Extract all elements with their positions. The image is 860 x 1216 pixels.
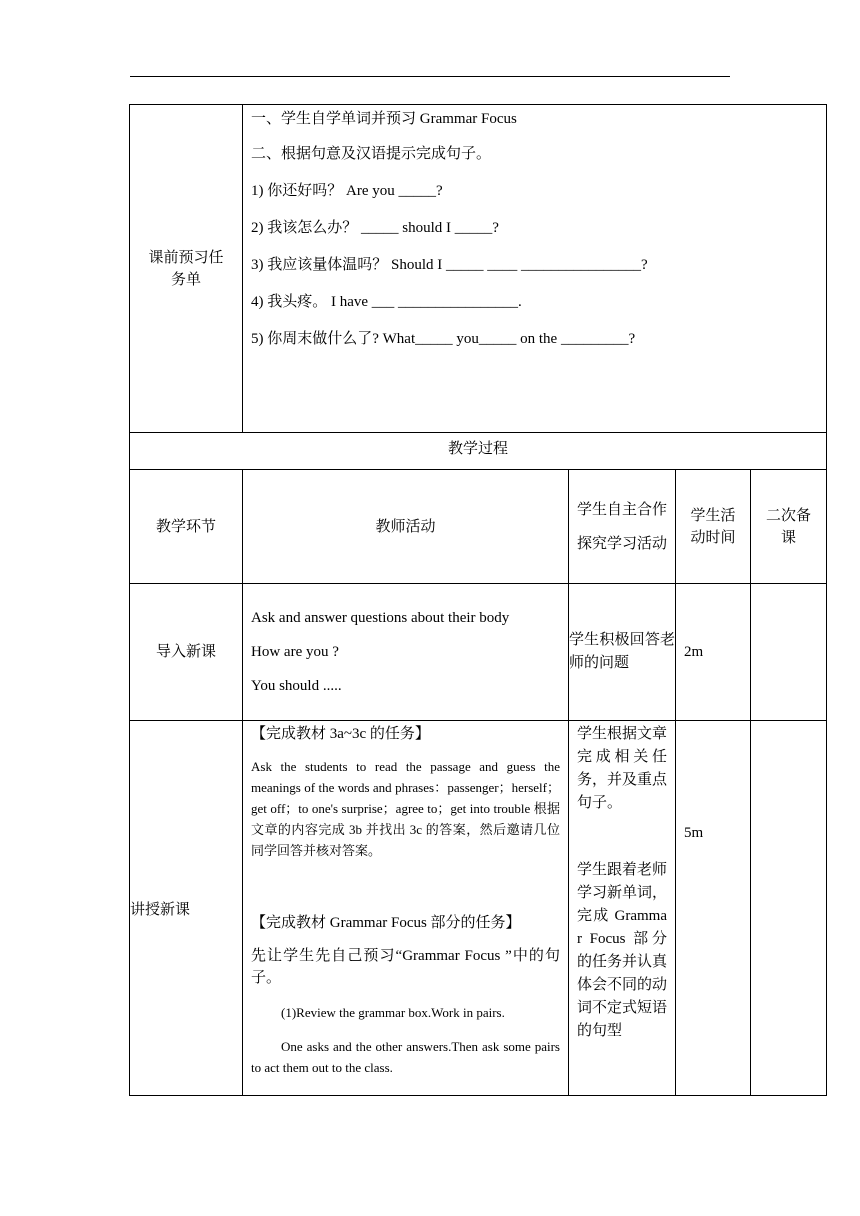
preview-label: 课前预习任务单 xyxy=(148,249,224,288)
lesson-plan-table xyxy=(129,104,827,1096)
intro-row xyxy=(130,584,827,721)
teach-student-2: 学生跟着老师学习新单词，完成 Grammar Focus 部分的任务并认真体会不同的动词不定式短语的句型 xyxy=(577,862,668,1039)
preview-line-4: 2) 我该怎么办？ _____ should I _____? xyxy=(251,220,499,236)
header-stage: 教学环节 xyxy=(130,470,243,584)
intro-stage: 导入新课 xyxy=(130,584,243,721)
intro-teacher-cell xyxy=(243,584,569,721)
intro-teacher-line-1: Ask and answer questions about their body xyxy=(251,610,510,626)
preview-line-7: 5) 你周末做什么了? What_____ you_____ on the _________? xyxy=(251,331,636,347)
intro-time: 2m xyxy=(676,584,751,721)
preview-line-5: 3) 我应该量体温吗？ Should I _____ ____ ________________? xyxy=(251,257,648,273)
header-student-cell xyxy=(569,470,676,584)
teach-second xyxy=(751,721,827,1096)
teach-student-1: 学生根据文章完成相关任务，并及重点句子。 xyxy=(577,726,668,811)
task1-title: 【完成教材 3a~3c 的任务】 xyxy=(251,726,430,742)
header-second: 二次备课 xyxy=(751,470,827,584)
teach-stage: 讲授新课 xyxy=(130,721,243,1096)
preview-line-2: 二、根据句意及汉语提示完成句子。 xyxy=(251,146,492,162)
task1-body: Ask the students to read the passage and guess the meanings of the words and phrases：passenger；herself；get off；to one's surprise；agree to；get into trouble 根据文章的内容完成 3b 并找出 3c 的答案，然后邀请几位同学回答并核对答案。 xyxy=(251,759,560,858)
preview-row xyxy=(130,105,827,433)
teach-row xyxy=(130,721,827,1096)
preview-label-cell xyxy=(130,105,243,433)
step1: (1)Review the grammar box.Work in pairs. xyxy=(281,1005,505,1020)
teach-teacher-cell xyxy=(243,721,569,1096)
teach-time: 5m xyxy=(676,721,751,1096)
preview-line-6: 4) 我头疼。 I have ___ ________________. xyxy=(251,294,522,310)
process-title: 教学过程 xyxy=(130,433,827,470)
intro-teacher-line-2: How are you ? xyxy=(251,644,339,660)
preview-line-3: 1) 你还好吗？ Are you _____? xyxy=(251,183,443,199)
teach-student-cell xyxy=(569,721,676,1096)
header-teacher: 教师活动 xyxy=(243,470,569,584)
step2: One asks and the other answers.Then ask some pairs to act them out to the class. xyxy=(251,1039,560,1075)
header-row xyxy=(130,470,827,584)
header-student-line1: 学生自主合作 xyxy=(576,501,667,518)
header-rule xyxy=(130,76,730,77)
intro-student: 学生积极回答老师的问题 xyxy=(569,584,676,721)
task2-body: 先让学生先自己预习“Grammar Focus ”中的句子。 xyxy=(251,948,560,986)
header-time: 学生活动时间 xyxy=(676,470,751,584)
intro-teacher-line-3: You should ..... xyxy=(251,678,342,694)
task2-title: 【完成教材 Grammar Focus 部分的任务】 xyxy=(251,915,521,931)
preview-content-cell xyxy=(243,105,827,433)
intro-second xyxy=(751,584,827,721)
preview-line-1: 一、学生自学单词并预习 Grammar Focus xyxy=(251,111,517,127)
header-student-line2: 探究学习活动 xyxy=(576,535,667,552)
process-title-row xyxy=(130,433,827,470)
